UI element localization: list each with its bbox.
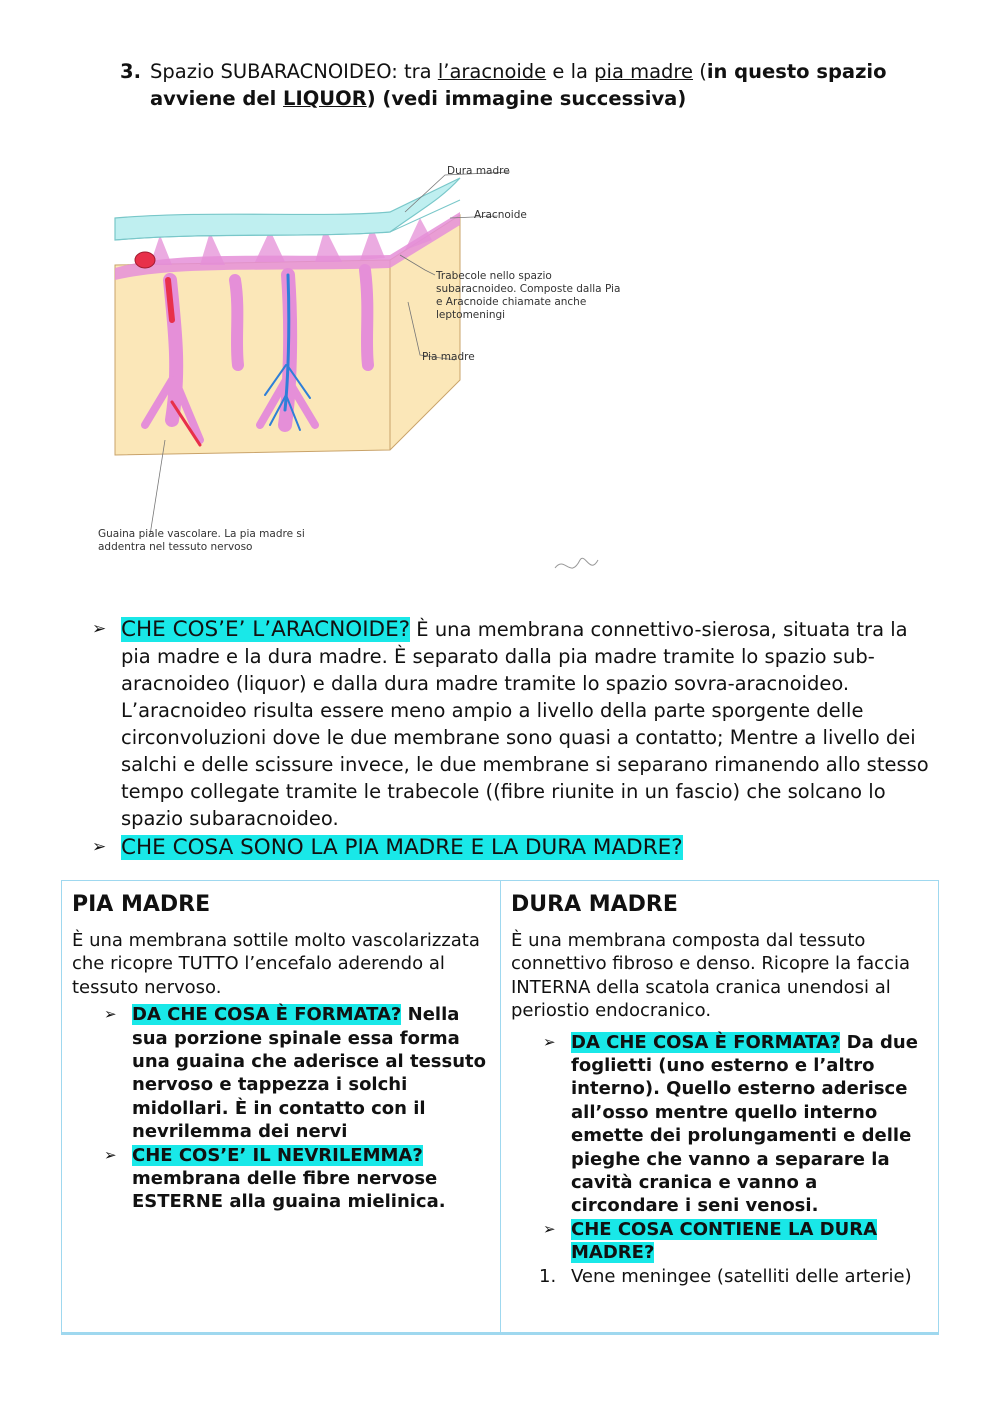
pia-q1: DA CHE COSA È FORMATA? xyxy=(132,1004,402,1026)
dura-q2: CHE COSA CONTIENE LA DURA MADRE? xyxy=(571,1218,877,1264)
header-dura-madre: DURA MADRE xyxy=(511,892,678,917)
arrow-bullet: ➢ xyxy=(543,1032,556,1051)
arrow-bullet: ➢ xyxy=(104,1005,117,1024)
label-trabecole: Trabecole nello spazio subaracnoideo. Composte dalla Pia e Aracnoide chiamate anche leptomeningi xyxy=(436,270,621,321)
table-column-pia-madre xyxy=(62,881,501,1332)
pia-formata-item xyxy=(104,1003,490,1143)
comparison-table xyxy=(61,880,939,1335)
dura-formata-item xyxy=(543,1031,928,1218)
arrow-bullet: ➢ xyxy=(104,1145,117,1164)
bullet-aracnoide xyxy=(92,616,942,832)
question-pia-dura: CHE COSA SONO LA PIA MADRE E LA DURA MADRE? xyxy=(121,835,683,860)
dura-list-item xyxy=(539,1265,928,1288)
section-number: 3. xyxy=(120,60,141,83)
dura-q1: DA CHE COSA È FORMATA? xyxy=(571,1031,841,1053)
dura-a1: Da due foglietti (uno esterno e l’altro interno). Quello esterno aderisce all’osso mentre quello interno emette dei prolungamenti e delle pieghe che vanno a separare la cavità cranica e vanno a circondare i seni venosi. xyxy=(571,1031,918,1217)
pia-nevrilemma-item xyxy=(104,1144,490,1214)
label-aracnoide: Aracnoide xyxy=(474,209,527,221)
arrow-bullet: ➢ xyxy=(92,619,107,639)
dura-item1: Vene meningee (satelliti delle arterie) xyxy=(571,1265,912,1287)
arrow-bullet: ➢ xyxy=(543,1219,556,1238)
bullet-pia-dura xyxy=(92,834,942,861)
section-3 xyxy=(120,58,940,112)
pia-q2: CHE COS’E’ IL NEVRILEMMA? xyxy=(132,1144,423,1166)
label-pia-madre: Pia madre xyxy=(422,351,475,363)
pia-a2: membrana delle fibre nervose ESTERNE alla guaina mielinica. xyxy=(132,1168,446,1213)
meninges-illustration xyxy=(60,140,660,600)
pia-intro: È una membrana sottile molto vascolarizzata che ricopre TUTTO l’encefalo aderendo al tessuto nervoso. xyxy=(72,930,480,998)
dura-intro: È una membrana composta dal tessuto connettivo fibroso e denso. Ricopre la faccia INTERNA della scatola cranica unendosi al periostio endocranico. xyxy=(511,930,911,1022)
question-aracnoide: CHE COS’E’ L’ARACNOIDE? xyxy=(121,617,411,642)
arrow-bullet: ➢ xyxy=(92,837,107,857)
list-number: 1. xyxy=(539,1265,557,1287)
header-pia-madre: PIA MADRE xyxy=(72,892,211,917)
table-column-dura-madre xyxy=(501,881,938,1332)
answer-aracnoide: È una membrana connettivo-sierosa, situata tra la pia madre e la dura madre. È separato dalla pia madre tramite lo spazio sub-aracnoideo (liquor) e dalla dura madre tramite lo spazio sovra-aracnoideo. L’aracnoideo risulta essere meno ampio a livello della parte sporgente delle circonvoluzioni dove le due membrane sono quasi a contatto; Mentre a livello dei salchi e delle scissure invece, le due membrane si separano rimanendo allo stesso tempo collegate tramite le trabecole ((fibre riunite in un fascio) che solcano lo spazio subaracnoideo. xyxy=(121,618,929,830)
signature xyxy=(555,558,598,568)
pia-a1: Nella sua porzione spinale essa forma una guaina che aderisce al tessuto nervoso e tappezza i solchi midollari. È in contatto con il nevrilemma dei nervi xyxy=(132,1004,486,1143)
dura-contiene-item xyxy=(543,1218,928,1265)
label-guaina-piale: Guaina piale vascolare. La pia madre si addentra nel tessuto nervoso xyxy=(98,528,305,553)
artery-cross-section xyxy=(135,252,155,268)
label-dura-madre: Dura madre xyxy=(447,165,510,177)
section-3-text: Spazio SUBARACNOIDEO: tra l’aracnoide e la pia madre (in questo spazio avviene del LIQUOR) (vedi immagine successiva) xyxy=(150,60,887,110)
